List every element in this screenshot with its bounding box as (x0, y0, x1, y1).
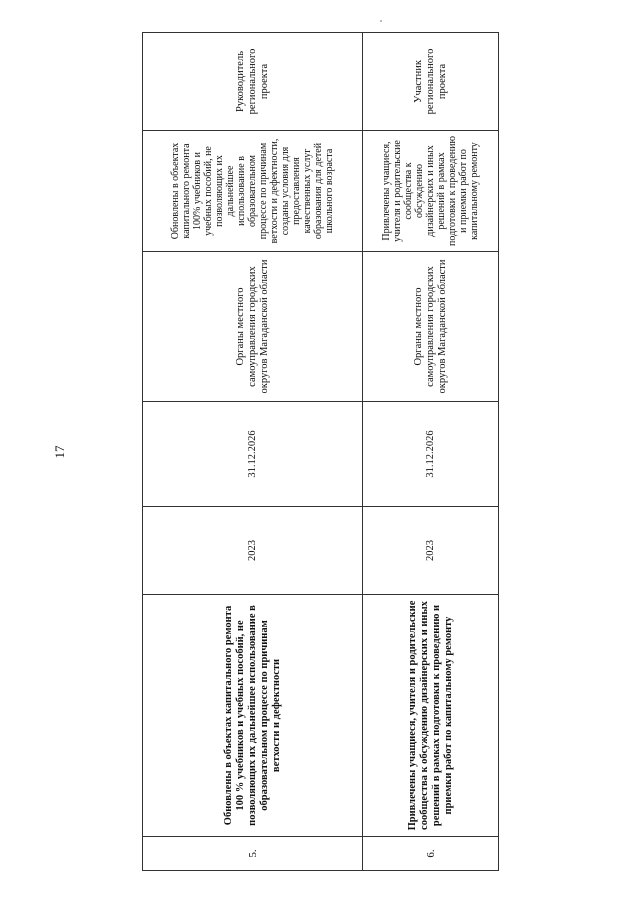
row-role: Участник регионального проекта (363, 33, 499, 131)
row-end: 31.12.2026 (363, 402, 499, 507)
page-number: 17 (52, 445, 67, 459)
row-number: 5. (143, 837, 363, 871)
row-result: Обновлены в объектах капитального ремонта 100% учебников и учебных пособий, не позволяющих их дальнейшее использование в образовательном процессе по причинам ветхости и дефектности, созданы условия для предоставления качественных услуг образования для детей школьного возраста (143, 131, 363, 252)
row-start: 2023 (363, 507, 499, 595)
row-result: Привлечены учащиеся, учителя и родительские сообщества к обсуждению дизайнерских и иных решений в рамках подготовки к проведению и приемки работ по капитальному ремонту (363, 131, 499, 252)
row-title: Привлечены учащиеся, учителя и родительские сообщества к обсуждению дизайнерских и иных решений в рамках подготовки к проведению и приемки работ по капитальному ремонту (363, 595, 499, 837)
row-number: 6. (363, 837, 499, 871)
table-row (143, 33, 363, 871)
row-title: Обновлены в объектах капитального ремонта 100 % учебников и учебных пособий, не позволяющих их дальнейшее использование в образовательном процессе по причинам ветхости и дефектности (143, 595, 363, 837)
row-responsible: Органы местного самоуправления городских округов Магаданской области (363, 252, 499, 402)
scan-speck (380, 20, 382, 22)
row-responsible: Органы местного самоуправления городских округов Магаданской области (143, 252, 363, 402)
row-start: 2023 (143, 507, 363, 595)
row-end: 31.12.2026 (143, 402, 363, 507)
table-container (142, 33, 498, 871)
table-row (363, 33, 499, 871)
row-role: Руководитель регионального проекта (143, 33, 363, 131)
project-table (142, 32, 499, 871)
